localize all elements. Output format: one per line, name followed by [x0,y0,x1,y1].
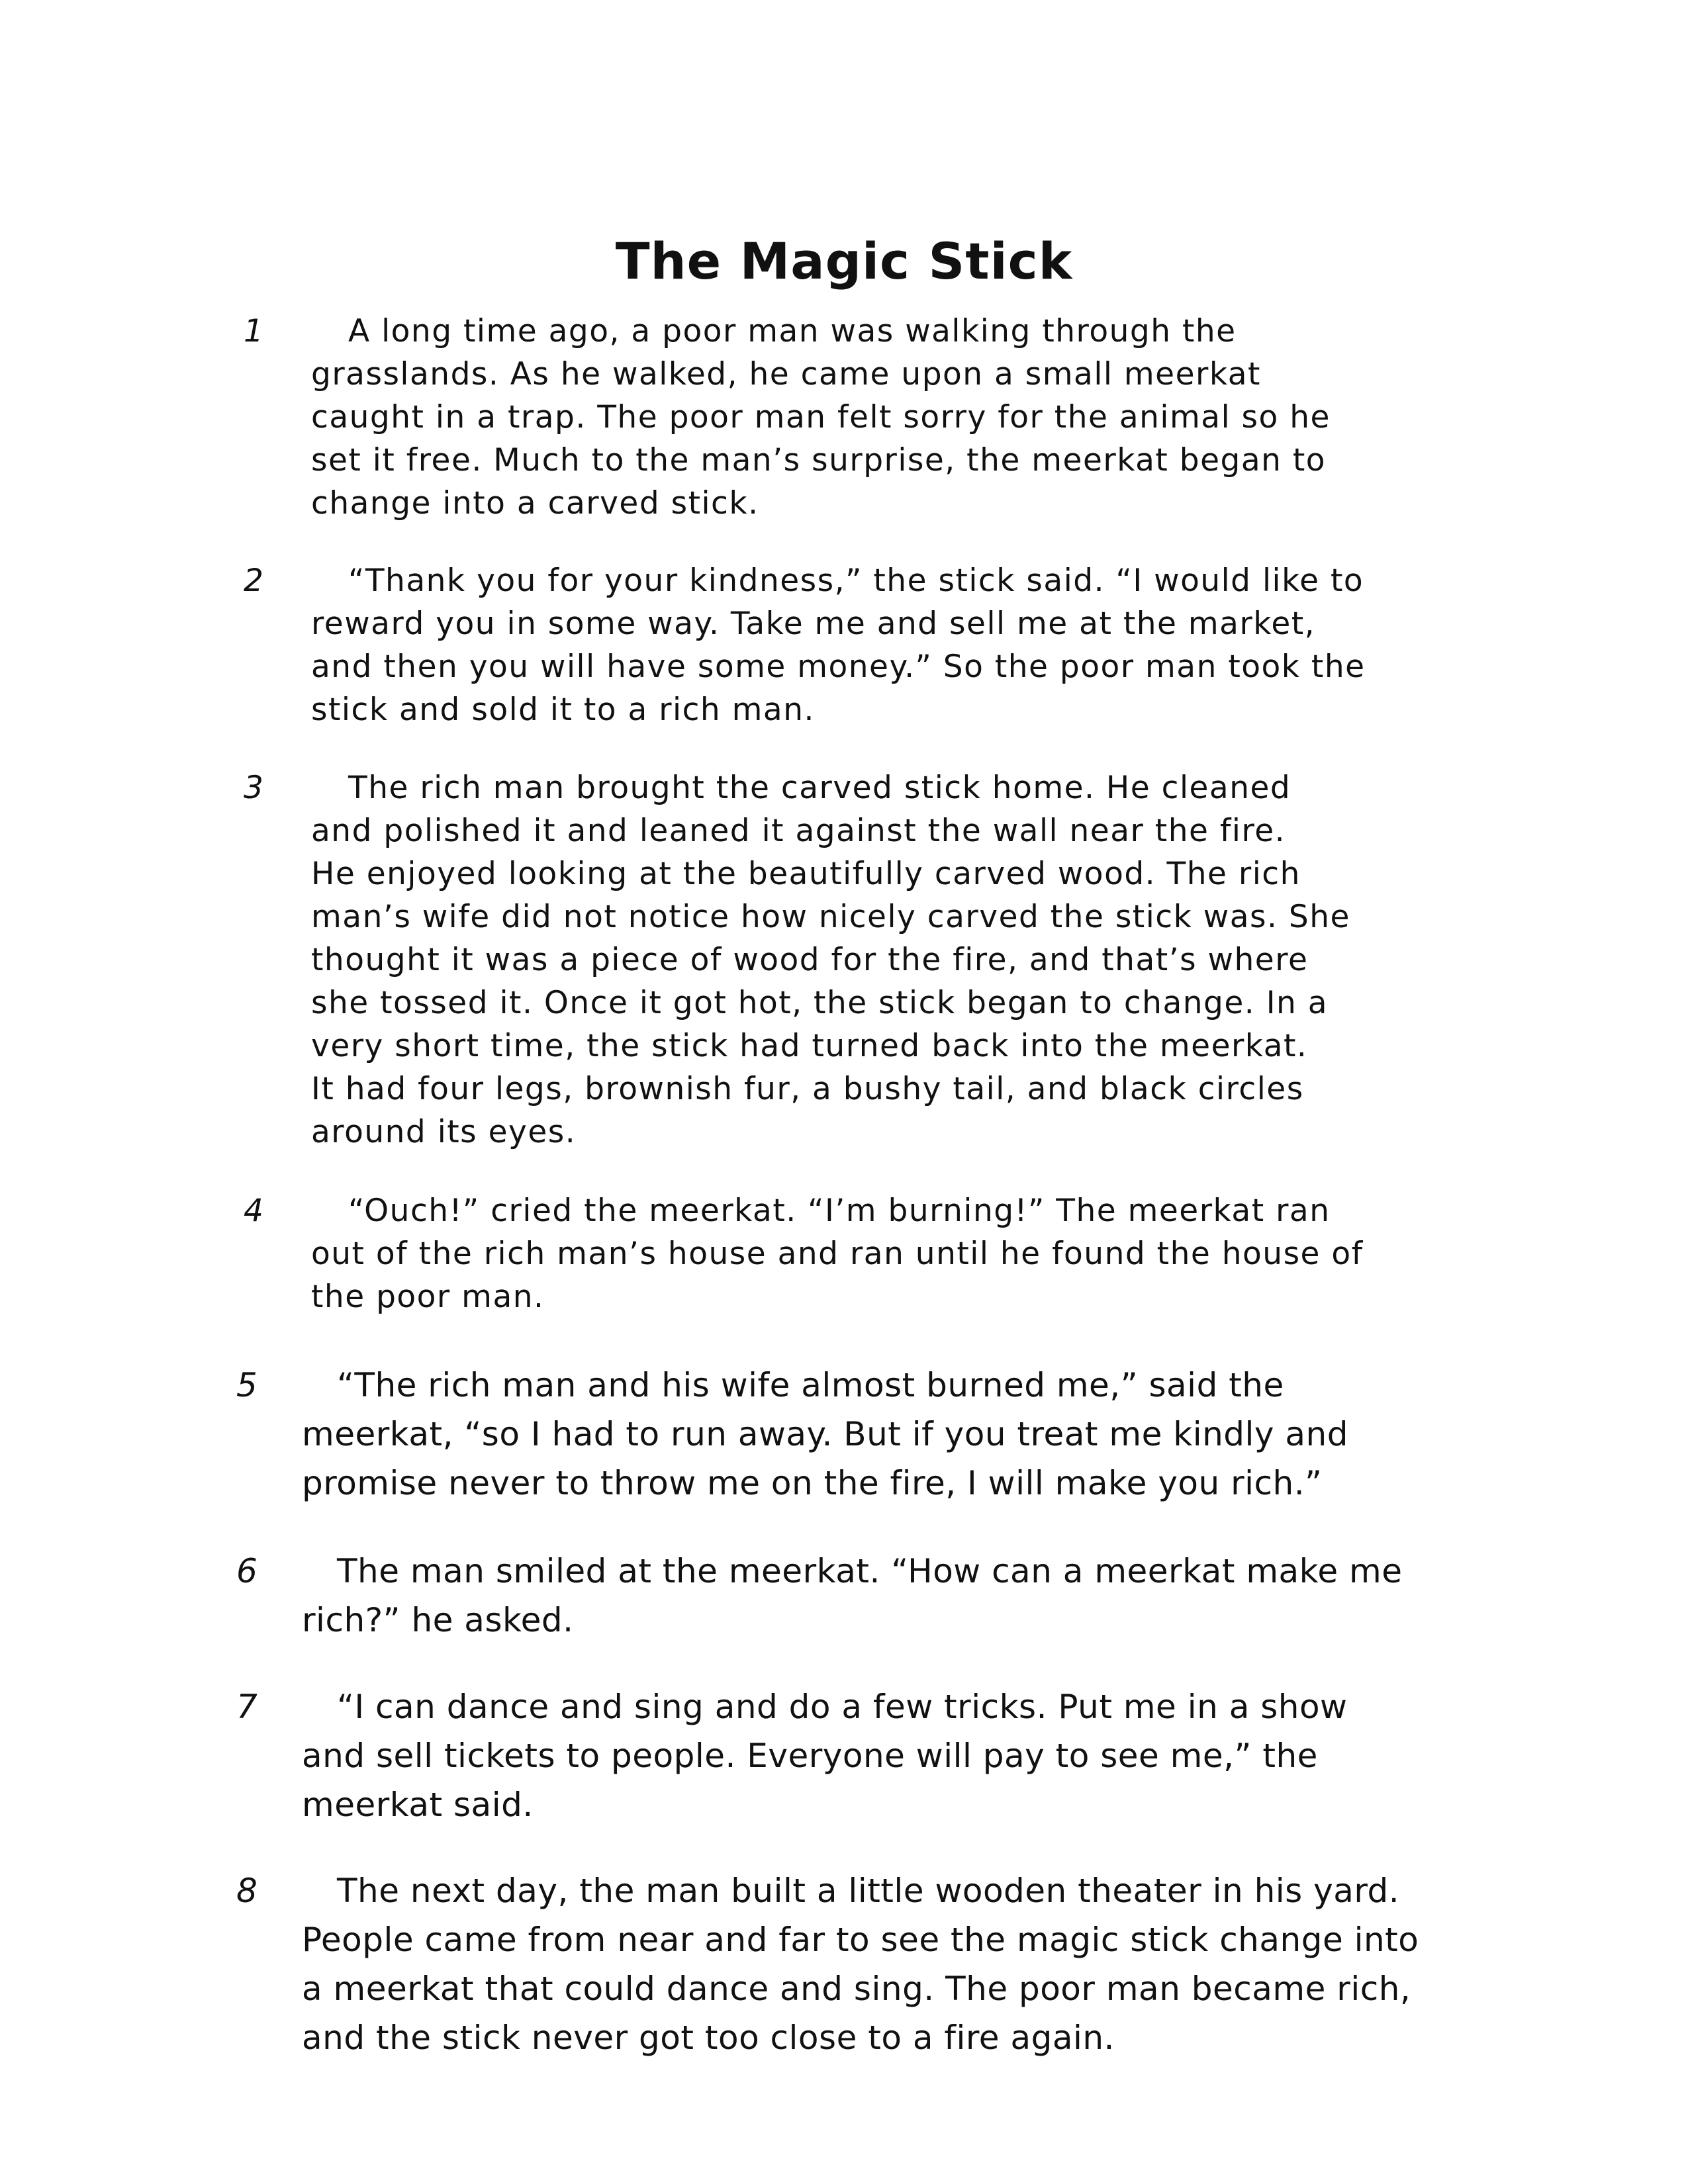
paragraph-line: The next day, the man built a little wooden theater in his yard. [337,1872,1400,1910]
paragraph-line: rich?” he asked. [302,1601,574,1639]
paragraph-line: “Ouch!” cried the meerkat. “I’m burning!” The meerkat ran [348,1193,1331,1229]
paragraph-line: thought it was a piece of wood for the fire, and that’s where [311,942,1309,978]
paragraph-number: 5 [236,1366,258,1404]
paragraph-line: man’s wife did not notice how nicely carved the stick was. She [311,899,1350,935]
paragraph-number: 4 [244,1193,265,1229]
paragraph-line: around its eyes. [311,1114,577,1150]
paragraph-line: meerkat said. [302,1786,534,1824]
paragraph-line: People came from near and far to see the magic stick change into [302,1921,1419,1959]
paragraph-number: 3 [244,770,265,806]
paragraph-line: she tossed it. Once it got hot, the stick began to change. In a [311,985,1329,1021]
paragraph-line: It had four legs, brownish fur, a bushy tail, and black circles [311,1071,1304,1107]
paragraph-line: and sell tickets to people. Everyone will pay to see me,” the [302,1737,1318,1775]
paragraph-line: stick and sold it to a rich man. [311,692,815,728]
paragraph-number: 8 [236,1872,258,1910]
paragraph-line: caught in a trap. The poor man felt sorry for the animal so he [311,399,1331,435]
paragraph-line: The rich man brought the carved stick home. He cleaned [348,770,1291,806]
paragraph-line: very short time, the stick had turned back into the meerkat. [311,1028,1308,1064]
paragraph-line: and the stick never got too close to a fire again. [302,2019,1115,2057]
paragraph-line: A long time ago, a poor man was walking through the [348,313,1237,349]
paragraph-line: “Thank you for your kindness,” the stick said. “I would like to [348,563,1364,599]
document-title: The Magic Stick [615,232,1073,291]
paragraph-number: 1 [244,313,265,349]
paragraph-line: promise never to throw me on the fire, I will make you rich.” [302,1464,1323,1502]
paragraph-line: a meerkat that could dance and sing. The poor man became rich, [302,1970,1411,2008]
paragraph-line: “I can dance and sing and do a few tricks. Put me in a show [337,1688,1348,1726]
paragraph-line: meerkat, “so I had to run away. But if you treat me kindly and [302,1415,1348,1453]
paragraph-line: out of the rich man’s house and ran until he found the house of [311,1236,1364,1272]
paragraph-line: “The rich man and his wife almost burned me,” said the [337,1366,1284,1404]
paragraph-line: He enjoyed looking at the beautifully carved wood. The rich [311,856,1301,892]
paragraph-number: 7 [236,1688,258,1726]
paragraph-line: set it free. Much to the man’s surprise, the meerkat began to [311,442,1327,478]
paragraph-line: and polished it and leaned it against the wall near the fire. [311,813,1286,849]
paragraph-line: the poor man. [311,1279,545,1315]
paragraph-line: grasslands. As he walked, he came upon a small meerkat [311,356,1261,392]
paragraph-line: The man smiled at the meerkat. “How can a meerkat make me [337,1552,1403,1590]
paragraph-line: change into a carved stick. [311,485,759,522]
paragraph-line: reward you in some way. Take me and sell me at the market, [311,606,1316,642]
paragraph-number: 6 [236,1552,258,1590]
paragraph-line: and then you will have some money.” So the poor man took the [311,649,1366,685]
paragraph-number: 2 [244,563,265,599]
